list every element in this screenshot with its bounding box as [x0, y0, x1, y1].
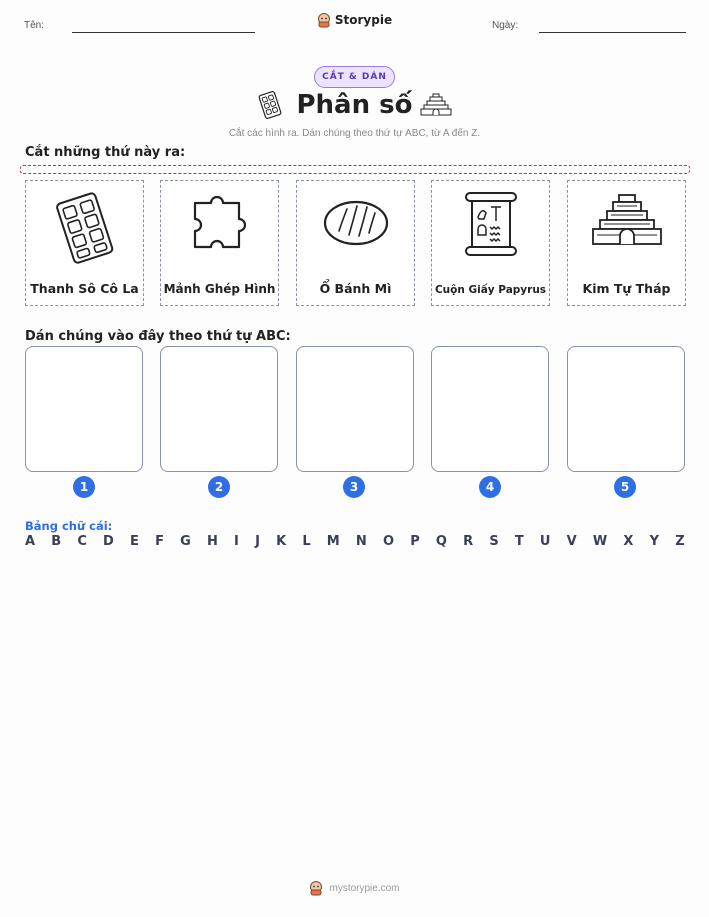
- alphabet-letter: P: [410, 534, 420, 549]
- page-title: Phân số: [296, 90, 413, 120]
- alphabet-letter: D: [103, 534, 114, 549]
- cut-card-chocolate-bar[interactable]: [25, 180, 144, 306]
- alphabet-letter: N: [355, 534, 367, 549]
- cut-card-puzzle-piece[interactable]: [160, 180, 279, 306]
- alphabet-letter: A: [25, 534, 36, 549]
- paste-box-2[interactable]: [160, 346, 278, 472]
- puzzle-piece-icon: [185, 189, 255, 259]
- pyramid-icon: [587, 189, 667, 259]
- slot-number-badge: 3: [343, 476, 365, 498]
- papyrus-scroll-icon: [456, 189, 526, 259]
- cut-section-heading: Cắt những thứ này ra:: [25, 145, 186, 160]
- alphabet-letter: X: [623, 534, 634, 549]
- paste-box-1[interactable]: [25, 346, 143, 472]
- slot-number-badge: 5: [614, 476, 636, 498]
- paste-section-heading: Dán chúng vào đây theo thứ tự ABC:: [25, 329, 291, 344]
- alphabet-row: [25, 534, 685, 549]
- alphabet-letter: W: [592, 534, 608, 549]
- instructions: Cắt các hình ra. Dán chúng theo thứ tự ABC, từ A đến Z.: [228, 128, 481, 139]
- brand-logo: [0, 12, 709, 28]
- alphabet-heading: Bảng chữ cái:: [25, 519, 113, 533]
- pyramid-icon: [419, 92, 453, 118]
- slot-number-badge: 4: [479, 476, 501, 498]
- alphabet-letter: H: [206, 534, 218, 549]
- alphabet-letter: R: [463, 534, 474, 549]
- alphabet-letter: S: [489, 534, 499, 549]
- alphabet-letter: G: [180, 534, 191, 549]
- name-field-line[interactable]: [72, 32, 255, 33]
- bread-loaf-icon: [321, 189, 391, 259]
- alphabet-letter: C: [77, 534, 87, 549]
- card-label: Kim Tự Tháp: [582, 281, 671, 296]
- cut-card-papyrus-scroll[interactable]: [431, 180, 550, 306]
- alphabet-letter: Y: [649, 534, 660, 549]
- alphabet-letter: M: [326, 534, 340, 549]
- paste-box-4[interactable]: [431, 346, 549, 472]
- alphabet-letter: T: [514, 534, 524, 549]
- card-label: Mảnh Ghép Hình: [163, 282, 276, 296]
- cut-card-pyramid[interactable]: [567, 180, 686, 306]
- alphabet-letter: J: [255, 534, 260, 549]
- date-field-line[interactable]: [539, 32, 686, 33]
- cut-paste-badge: CẮT & DÁN: [314, 66, 395, 88]
- storypie-mascot-icon: [317, 12, 331, 28]
- alphabet-letter: B: [51, 534, 62, 549]
- paste-box-5[interactable]: [567, 346, 685, 472]
- card-label: Ổ Bánh Mì: [319, 281, 392, 296]
- footer-url[interactable]: mystorypie.com: [329, 882, 400, 894]
- cut-card-bread-loaf[interactable]: [296, 180, 415, 306]
- card-label: Thanh Sô Cô La: [30, 281, 139, 296]
- card-label: Cuộn Giấy Papyrus: [434, 284, 547, 296]
- paste-box-3[interactable]: [296, 346, 414, 472]
- footer: [0, 880, 709, 896]
- brand-name: Storypie: [334, 13, 393, 27]
- alphabet-letter: K: [276, 534, 287, 549]
- name-label: Tên:: [24, 20, 45, 31]
- alphabet-letter: Z: [675, 534, 685, 549]
- alphabet-letter: E: [130, 534, 139, 549]
- chocolate-bar-icon: [50, 189, 120, 269]
- cut-line: [20, 165, 690, 174]
- alphabet-letter: V: [566, 534, 577, 549]
- alphabet-letter: Q: [435, 534, 447, 549]
- slot-number-badge: 2: [208, 476, 230, 498]
- alphabet-letter: F: [155, 534, 164, 549]
- date-label: Ngày:: [492, 20, 519, 31]
- alphabet-letter: O: [382, 534, 395, 549]
- storypie-mascot-icon: [309, 880, 323, 896]
- slot-number-badge: 1: [73, 476, 95, 498]
- alphabet-letter: U: [539, 534, 551, 549]
- alphabet-letter: L: [302, 534, 311, 549]
- alphabet-letter: I: [234, 534, 239, 549]
